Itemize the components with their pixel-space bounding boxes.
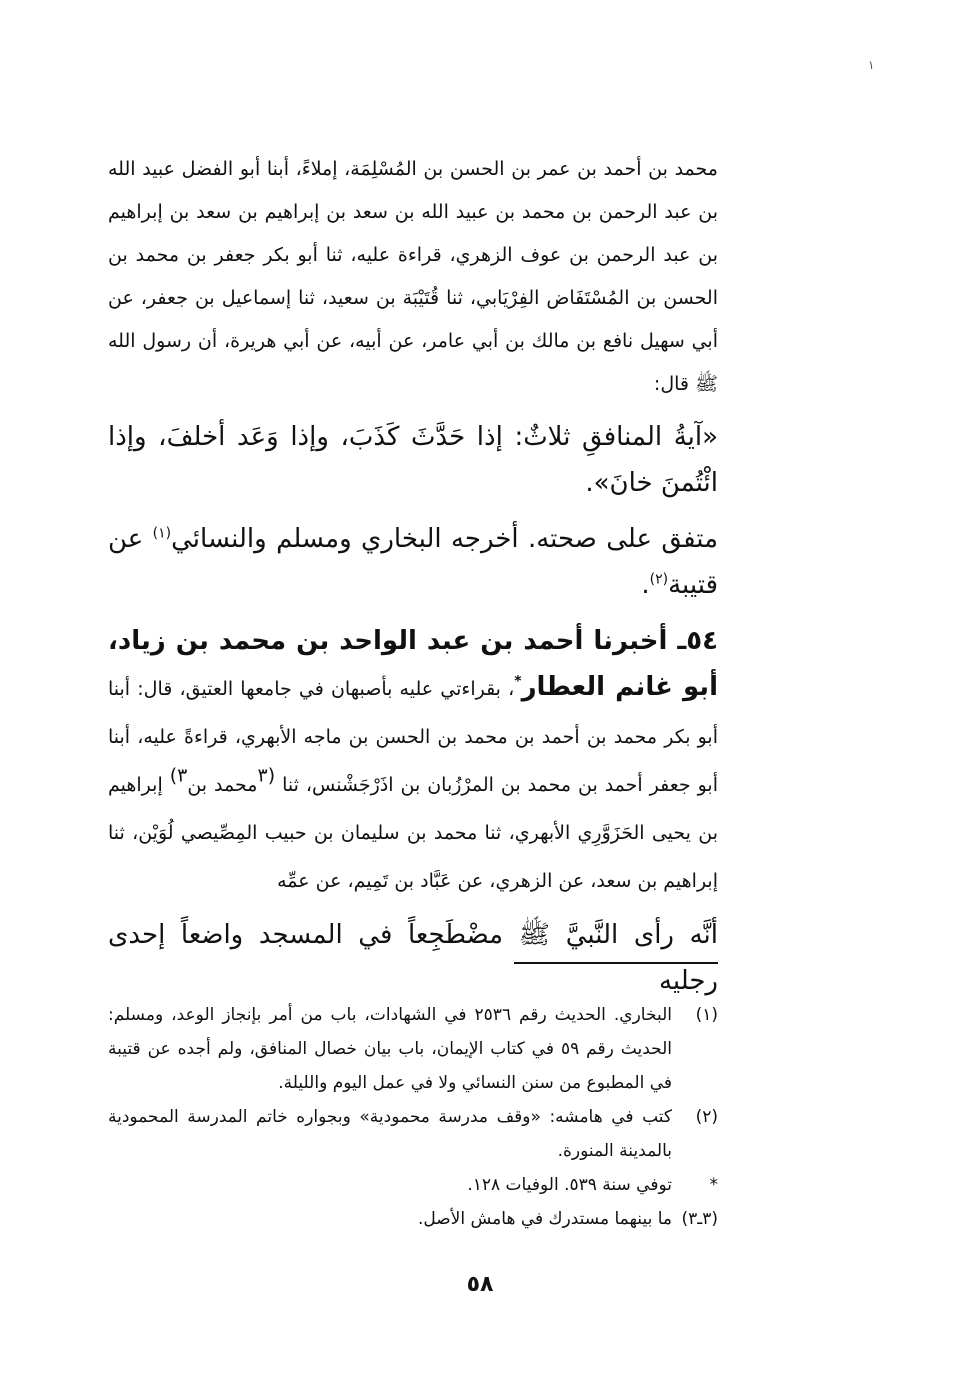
footnote-marker: (٣ـ٣)	[681, 1209, 718, 1229]
hadith-54-isnad-c: إبراهيم بن يحيى الحَزَوَّرِي الأبهري، ثنا محمد بن سليمان بن حبيب المِصِّيصي لُوَيْن، ثنا إبراهيم بن سعد، عن الزهري، عن عَبَّاد بن تَمِيم، عن عمِّه	[108, 774, 718, 892]
hadith-53-isnad: محمد بن أحمد بن عمر بن الحسن بن المُسْلِمَة، إملاءً، أبنا أبو الفضل عبيد الله بن عبد الرحمن بن محمد بن عبيد الله بن سعد بن إبراهيم بن سعد بن إبراهيم بن عبد الرحمن بن عوف الزهري، قراءة عليه، ثنا أبو بكر جعفر بن محمد بن الحسن بن المُسْتَفَاض الفِرْيَابي، ثنا قُتَيْبَة بن سعيد، ثنا إسماعيل بن جعفر، عن أبي سهيل نافع بن مالك بن أبي عامر، عن أبيه، عن أبي هريرة، أن رسول الله ﷺ قال:	[108, 158, 718, 395]
footnote-text: البخاري. الحديث رقم ٢٥٣٦ في الشهادات، باب من أمر بإنجاز الوعد، ومسلم: الحديث رقم ٥٩ في كتاب الإيمان، باب بيان خصال المنافق، ولم أجده عن قتيبة في المطبوع من سنن النسائي ولا في عمل اليوم والليلة.	[108, 1005, 672, 1093]
footnote-divider	[514, 962, 718, 964]
takhrij-end: .	[641, 570, 650, 600]
footnote-ref-2[interactable]: (٢)	[649, 571, 669, 588]
footnote-marker: (٢)	[695, 1107, 718, 1127]
footnote-2	[108, 1100, 718, 1168]
takhrij-text: متفق على صحته. أخرجه البخاري ومسلم والنسائي	[171, 524, 719, 554]
footnote-ref-1[interactable]: (١)	[152, 525, 172, 542]
main-text	[108, 148, 718, 1004]
hadith-54-narrator: أخبرنا أحمد بن عبد الواحد بن محمد بن زياد، أبو غانم العطار	[108, 626, 718, 702]
corner-mark: ١	[868, 58, 875, 72]
footnote-text: كتب في هامشه: «وقف مدرسة محمودية» وبجواره خاتم المدرسة المحمودية بالمدينة المنورة.	[108, 1107, 672, 1161]
hadith-54-isnad-b: محمد بن	[187, 774, 258, 796]
footnotes	[108, 998, 718, 1236]
hadith-53-takhrij	[108, 516, 718, 608]
hadith-number: ٥٤ـ	[677, 626, 718, 656]
footnote-ref-3-end[interactable]: ٣)	[169, 764, 188, 787]
footnote-3	[108, 1202, 718, 1236]
footnote-text: ما بينهما مستدرك في هامش الأصل.	[417, 1209, 672, 1229]
footnote-ref-star[interactable]: *	[514, 673, 522, 690]
footnote-1	[108, 998, 718, 1100]
hadith-53-matn: «آيةُ المنافقِ ثلاثٌ: إذا حَدَّثَ كَذَبَ، وإذا وَعَد أخلفَ، وإذا ائْتُمنَ خانَ».	[108, 422, 718, 498]
hadith-54-heading	[108, 618, 718, 904]
takhrij-text-2: عن قتيبة	[108, 524, 718, 600]
footnote-text: توفي سنة ٥٣٩. الوفيات ١٢٨.	[467, 1175, 672, 1195]
page-number: ٥٨	[466, 1272, 494, 1297]
hadith-54-isnad-a: ، بقراءتي عليه بأصبهان في جامعها العتيق، قال: أبنا أبو بكر محمد بن أحمد بن محمد بن الحسن بن ماجه الأبهري، قراءةً عليه، أبنا أبو جعفر أحمد بن محمد بن المرْزُبان بن اذَرْجَشْنس، ثنا	[108, 678, 718, 796]
footnote-marker: (١)	[695, 1005, 718, 1025]
footnote-star	[108, 1168, 718, 1202]
hadith-54-matn: أنَّه رأى النَّبيَّ ﷺ مضْطَجِعاً في المسجد واضعاً إحدى رجليه	[108, 920, 718, 996]
footnote-ref-3-start[interactable]: (٣	[257, 764, 276, 787]
footnote-marker: *	[709, 1175, 718, 1195]
